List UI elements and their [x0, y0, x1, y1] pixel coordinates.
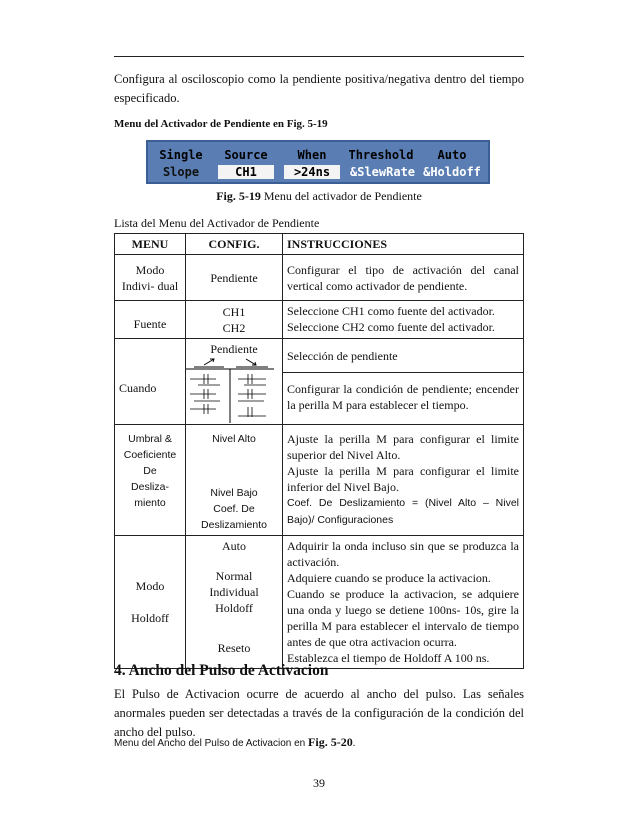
table-header-row: [115, 234, 524, 255]
menu-line: De: [143, 465, 157, 477]
trigger-menu-image: [146, 140, 490, 184]
intro-paragraph: Configura al osciloscopio como la pendiente positiva/negativa dentro del tiempo especificado.: [114, 72, 524, 105]
header-rule: [114, 56, 524, 57]
header-config: CONFIG.: [186, 234, 283, 255]
menu-line: Desliza-: [131, 481, 169, 493]
figure-caption-text: Menu del activador de Pendiente: [260, 189, 422, 203]
menu-cell-value: &Holdoff: [423, 165, 481, 179]
instr-nivel-alto: Ajuste la perilla M para configurar el limite superior del Nivel Alto.: [287, 432, 519, 462]
figure-number: Fig. 5-19: [216, 189, 261, 203]
caption2-end: .: [352, 738, 356, 749]
config-holdoff: Holdoff: [215, 601, 253, 615]
menu-cell-auto: [418, 144, 486, 182]
menu-cell-single: [150, 144, 212, 182]
instr-reseto: Establezca el tiempo de Holdoff A 100 ns.: [287, 651, 490, 665]
instr-individual: Cuando se produce la activacion, se adquiere una onda y luego se detiene 100ns- 10s, gire la perilla M para establecer el intervalo de tiempo antes de que otra activacion ocurra.: [287, 587, 519, 649]
cell-instr: [283, 301, 524, 339]
cell-instr: Configurar el tipo de activación del canal vertical como activador de pendiente.: [283, 255, 524, 301]
menu-cell-source: [214, 144, 278, 182]
cell-instr: [283, 425, 524, 536]
header-menu: MENU: [115, 234, 186, 255]
menu-caption-2: [114, 735, 355, 750]
cell-text: Modo Indivi- dual: [121, 262, 179, 293]
cell-menu: Cuando: [115, 339, 186, 425]
config-coef: Coef. De: [213, 503, 255, 515]
config-reseto: Reseto: [217, 641, 251, 655]
menu-modo: Modo: [135, 579, 165, 593]
menu-cell-value: &SlewRate: [350, 165, 416, 179]
instr-pendiente: Selección de pendiente: [283, 342, 523, 373]
config-deslizamiento: Deslizamiento: [201, 519, 267, 531]
config-ch1: CH1: [222, 304, 246, 319]
menu-line: Coeficiente: [123, 449, 177, 461]
rising-slope-icon: [194, 359, 224, 367]
config-nivel-alto: Nivel Alto: [212, 433, 256, 445]
cell-menu: [115, 425, 186, 536]
table-row: [115, 255, 524, 301]
menu-cell-label: Auto: [437, 148, 467, 162]
caption2-fig: Fig. 5-20: [308, 735, 353, 749]
instr-ch2: Seleccione CH2 como fuente del activador.: [287, 320, 495, 334]
table-row: [115, 536, 524, 669]
table-row: [115, 425, 524, 536]
config-pendiente: Pendiente: [210, 342, 258, 356]
menu-cell-label: When: [297, 148, 327, 162]
instr-ch1: Seleccione CH1 como fuente del activador.: [287, 304, 495, 318]
config-normal: Normal: [215, 569, 253, 583]
section-heading: 4. Ancho del Pulso de Activacion: [114, 662, 329, 679]
menu-cell-label: Threshold: [348, 148, 414, 162]
cell-config: [186, 301, 283, 339]
menu-table: [114, 233, 524, 669]
instr-nivel-bajo: Ajuste la perilla M para configurar el limite inferior del Nivel Bajo.: [287, 464, 519, 494]
cell-menu: [115, 255, 186, 301]
falling-slope-icon: [236, 359, 268, 367]
instr-condicion: Configurar la condición de pendiente; encender la perilla M para establecer el tiempo.: [287, 382, 519, 412]
section-paragraph: El Pulso de Activacion ocurre de acuerdo al ancho del pulso. Las señales anormales pueden ser detectadas a través de la configuración de la condición del ancho del pulso.: [114, 687, 524, 739]
config-auto: Auto: [222, 539, 246, 553]
cell-instr: [283, 536, 524, 669]
cell-menu: [115, 536, 186, 669]
menu-caption: Menu del Activador de Pendiente en Fig. 5-19: [114, 118, 328, 130]
menu-cell-value: Slope: [162, 165, 200, 179]
cell-instr: [283, 339, 524, 425]
condition-icons: [190, 374, 266, 417]
cell-config: Pendiente: [186, 255, 283, 301]
menu-cell-threshold: [346, 144, 416, 182]
slope-condition-icons: [186, 357, 274, 423]
instr-normal: Adquiere cuando se produce la activacion.: [287, 571, 491, 585]
table-row: [115, 339, 524, 425]
menu-cell-value: CH1: [218, 165, 274, 179]
menu-holdoff: Holdoff: [131, 611, 169, 625]
cell-config: [186, 339, 283, 425]
config-nivel-bajo: Nivel Bajo: [210, 487, 258, 499]
menu-line: Umbral &: [128, 433, 172, 445]
cell-menu: Fuente: [115, 301, 186, 339]
config-individual: Individual: [209, 585, 259, 599]
instr-coef: Coef. De Deslizamiento = (Nivel Alto – Nivel Bajo)/ Configuraciones: [287, 497, 519, 526]
instr-auto: Adquirir la onda incluso sin que se produzca la activación.: [287, 539, 519, 569]
menu-cell-label: Source: [224, 148, 268, 162]
config-ch2: CH2: [222, 320, 246, 335]
cell-config: [186, 536, 283, 669]
page-number: 39: [313, 776, 325, 790]
table-row: [115, 301, 524, 339]
figure-caption: [0, 189, 638, 204]
caption2-text: Menu del Ancho del Pulso de Activacion en: [114, 738, 309, 749]
menu-cell-when: [280, 144, 344, 182]
header-instrucciones: INSTRUCCIONES: [283, 234, 524, 255]
cell-config: [186, 425, 283, 536]
menu-cell-value: >24ns: [284, 165, 340, 179]
table-title: Lista del Menu del Activador de Pendiente: [114, 216, 320, 230]
menu-line: miento: [134, 497, 166, 509]
menu-cell-label: Single: [159, 148, 203, 162]
